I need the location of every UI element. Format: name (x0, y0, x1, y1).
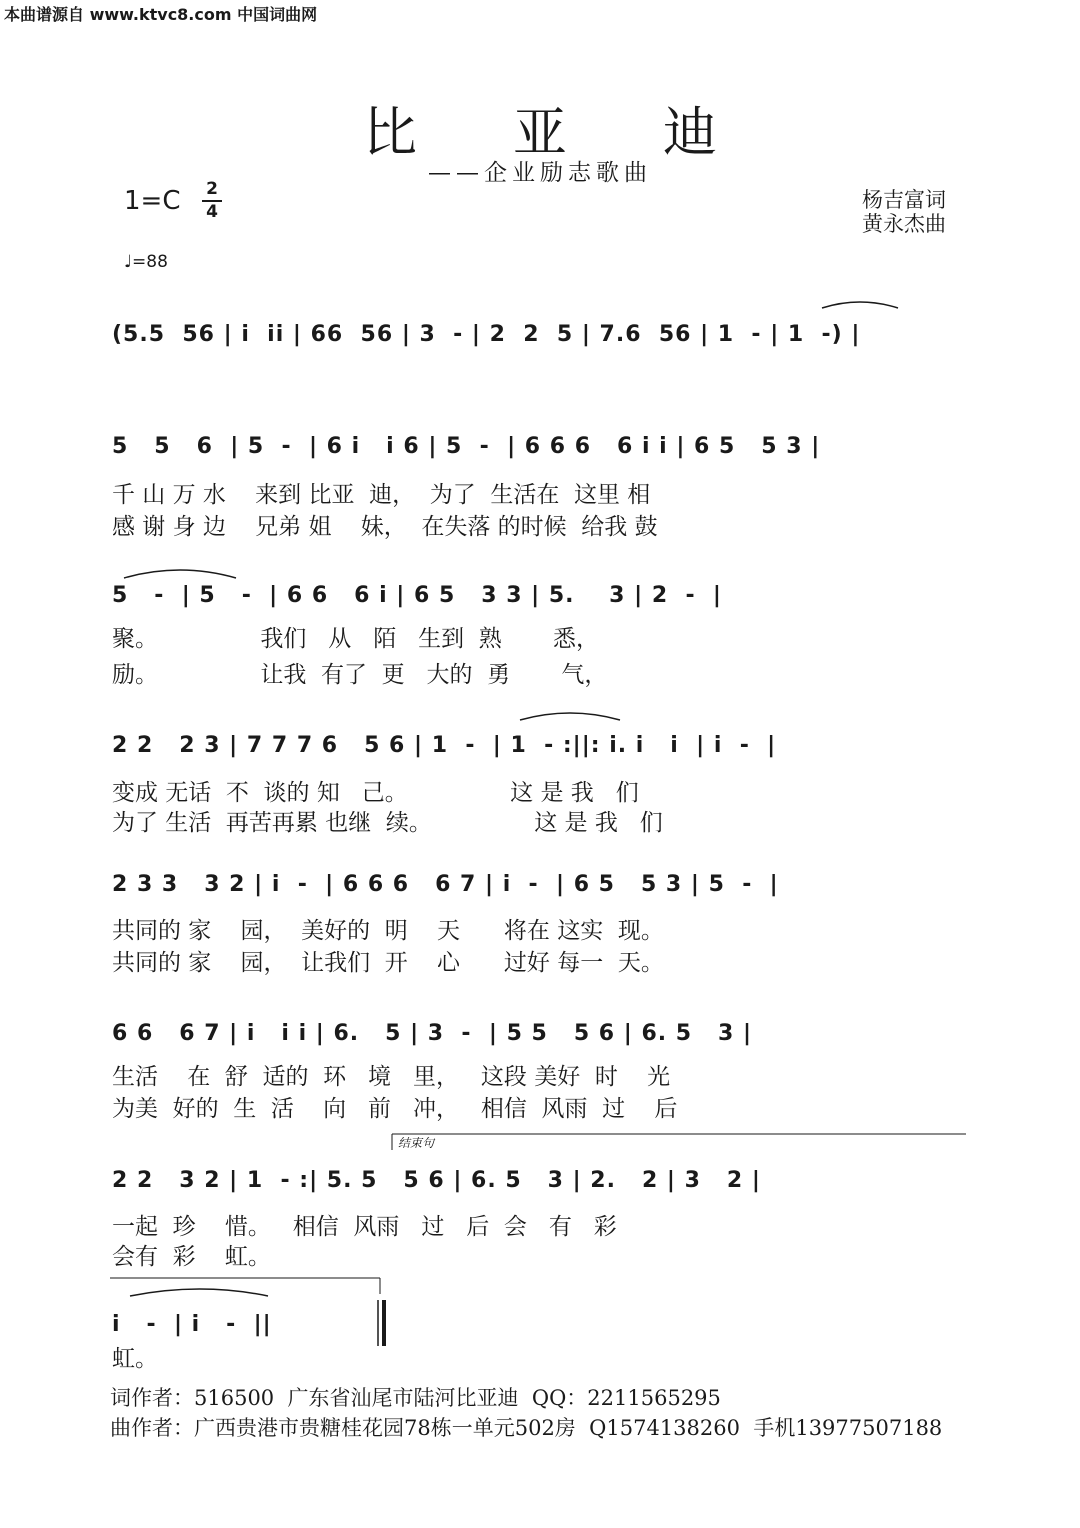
ending-section-label: 结束句 (398, 1136, 435, 1150)
lyricist-credit: 杨吉富词 (862, 188, 946, 212)
time-signature-bottom: 4 (206, 202, 218, 222)
lyrics-line-7-verse-1: 虹。 (112, 1346, 158, 1372)
notation-line-2: 5 - | 5 - | 6 6 6 i | 6 5 3 3 | 5. 3 | 2 - | (112, 583, 722, 608)
lyrics-line-5-verse-2: 为美 好的 生 活 向 前 冲， 相信 风雨 过 后 (112, 1096, 678, 1122)
notation-line-4: 2 3 3 3 2 | i - | 6 6 6 6 7 | i - | 6 5 5 3 | 5 - | (112, 872, 779, 897)
song-subtitle: ——企业励志歌曲 (428, 160, 652, 186)
slur-line-2 (124, 570, 236, 578)
lyricist-contact-info: 词作者：516500 广东省汕尾市陆河比亚迪 QQ：2211565295 (110, 1386, 721, 1410)
lyrics-line-1-verse-2: 感 谢 身 边 兄弟 姐 妹， 在失落 的时候 给我 鼓 (112, 514, 658, 540)
lyrics-line-3-verse-2: 为了 生活 再苦再累 也继 续。 这 是 我 们 (112, 810, 663, 836)
lyrics-line-4-verse-2: 共同的 家 园， 让我们 开 心 过好 每一 天。 (112, 950, 664, 976)
notation-line-intro: (5.5 56 | i ii | 66 56 | 3 - | 2 2 5 | 7.6 56 | 1 - | 1 -) | (112, 322, 861, 347)
notation-line-6: 2 2 3 2 | 1 - :| 5. 5 5 6 | 6. 5 3 | 2. 2 | 3 2 | (112, 1168, 761, 1193)
key-signature: 1=C (124, 186, 181, 216)
song-title: 比亚迪 (363, 101, 813, 164)
source-header: 本曲谱源自 www.ktvc8.com 中国词曲网 (4, 5, 318, 24)
lyrics-line-2-verse-1: 聚。 我们 从 陌 生到 熟 悉， (112, 626, 599, 652)
composer-contact-info: 曲作者：广西贵港市贵糖桂花园78栋一单元502房 Q1574138260 手机13977507188 (110, 1416, 943, 1440)
lyrics-line-6-verse-1: 一起 珍 惜。 相信 风雨 过 后 会 有 彩 (112, 1214, 617, 1240)
notation-line-5: 6 6 6 7 | i i i | 6. 5 | 3 - | 5 5 5 6 | 6. 5 3 | (112, 1021, 753, 1046)
slur-final (130, 1289, 268, 1296)
lyrics-line-6-verse-2: 会有 彩 虹。 (112, 1244, 271, 1270)
lyrics-line-3-verse-1: 变成 无话 不 谈的 知 己。 这 是 我 们 (112, 780, 639, 806)
tempo-marking: ♩=88 (124, 252, 168, 272)
notation-line-1: 5 5 6 | 5 - | 6 i i 6 | 5 - | 6 6 6 6 i i | 6 5 5 3 | (112, 434, 821, 459)
lyrics-line-5-verse-1: 生活 在 舒 适的 环 境 里， 这段 美好 时 光 (112, 1064, 671, 1090)
notation-line-7: i - | i - || (112, 1312, 272, 1337)
slur-intro (822, 302, 898, 308)
time-signature-top: 2 (206, 179, 218, 199)
notation-line-3: 2 2 2 3 | 7 7 7 6 5 6 | 1 - | 1 - :||: i. i i | i - | (112, 733, 777, 758)
slur-line-3 (520, 713, 620, 720)
lyrics-line-4-verse-1: 共同的 家 园， 美好的 明 天 将在 这实 现。 (112, 918, 664, 944)
lyrics-line-2-verse-2: 励。 让我 有了 更 大的 勇 气， (112, 662, 608, 688)
lyrics-line-1-verse-1: 千 山 万 水 来到 比亚 迪， 为了 生活在 这里 相 (112, 482, 651, 508)
composer-credit: 黄永杰曲 (862, 212, 946, 236)
